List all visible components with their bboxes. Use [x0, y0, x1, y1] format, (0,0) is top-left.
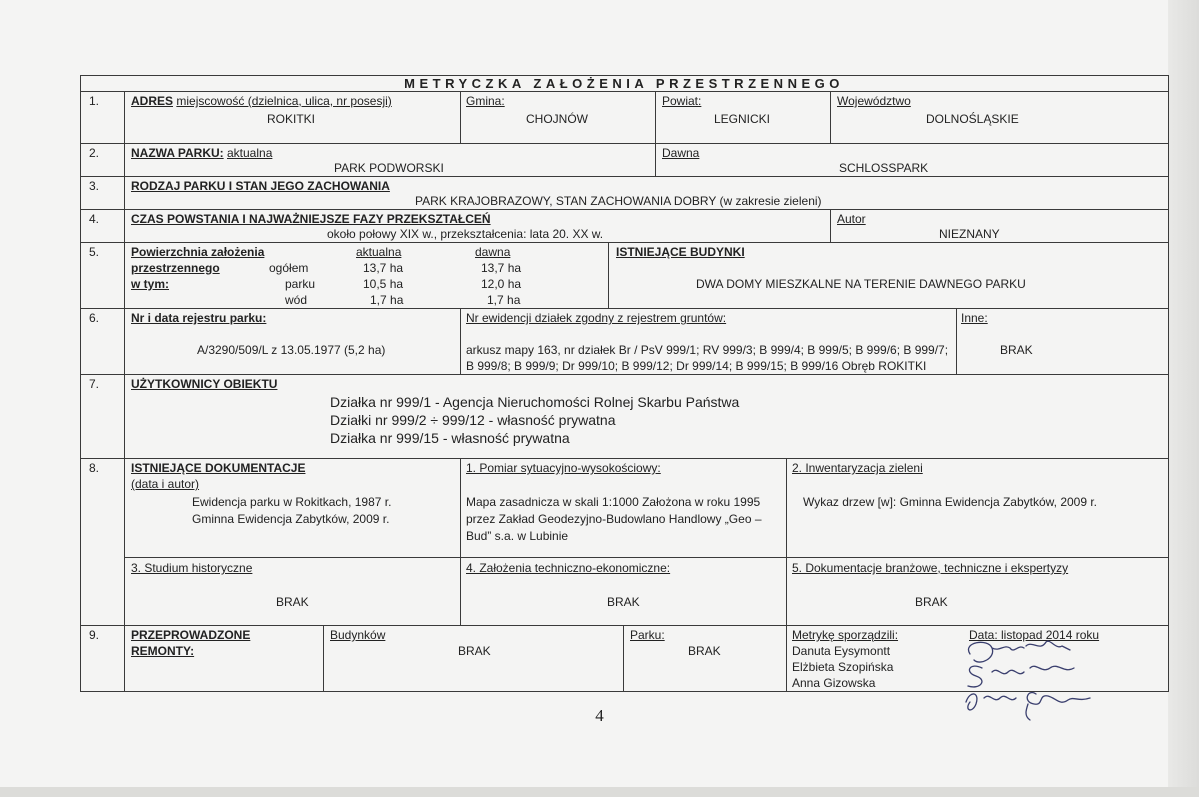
document-title: METRYCZKA ZAŁOŻENIA PRZESTRZENNEGO [404, 76, 844, 91]
pomiar-line: przez Zakład Geodezyjno-Budowlano Handlowy „Geo – [466, 512, 762, 526]
gmina-value: CHOJNÓW [526, 112, 588, 126]
czas-label: CZAS POWSTANIA I NAJWAŻNIEJSZE FAZY PRZEKSZTAŁCEŃ [131, 212, 491, 226]
parku-value: BRAK [688, 644, 721, 658]
budynkow-value: BRAK [458, 644, 491, 658]
row-wod: wód [285, 293, 308, 307]
branzowe-label: 5. Dokumentacje branżowe, techniczne i ekspertyzy [792, 561, 1069, 575]
row-number: 2. [89, 146, 100, 160]
dawna-parku: 12,0 ha [481, 277, 522, 291]
metryka-label: Metrykę sporządzili: [792, 628, 899, 642]
budynkow-label: Budynków [330, 628, 386, 642]
dawna-wod: 1,7 ha [487, 293, 521, 307]
uzytkownik-line: Działki nr 999/2 ÷ 999/12 - własność prywatna [330, 412, 616, 428]
dawna-label: Dawna [662, 146, 700, 160]
aktualna-parku: 10,5 ha [363, 277, 404, 291]
nazwa-value: PARK PODWORSKI [334, 161, 444, 175]
row-number: 3. [89, 179, 100, 193]
wojewodztwo-value: DOLNOŚLĄSKIE [926, 112, 1019, 126]
rodzaj-value: PARK KRAJOBRAZOWY, STAN ZACHOWANIA DOBRY (w zakresie zieleni) [415, 194, 822, 208]
inwentaryzacja-label: 2. Inwentaryzacja zieleni [792, 461, 923, 475]
dokumentacje-label: ISTNIEJĄCE DOKUMENTACJE [131, 461, 306, 475]
dokumentacja-line-1: Ewidencja parku w Rokitkach, 1987 r. [192, 495, 392, 509]
nazwa-sublabel: aktualna [227, 146, 273, 160]
wojewodztwo-label: Województwo [837, 94, 911, 108]
ewidencja-label: Nr ewidencji działek zgodny z rejestrem gruntów: [466, 311, 727, 325]
uzytkownik-line: Działka nr 999/1 - Agencja Nieruchomości Rolnej Skarbu Państwa [330, 394, 740, 410]
nazwa-label: NAZWA PARKU: [131, 146, 224, 160]
row-number: 1. [89, 94, 100, 108]
powiat-label: Powiat: [662, 94, 702, 108]
powiat-value: LEGNICKI [714, 112, 771, 126]
dawna-ogolem: 13,7 ha [481, 261, 522, 275]
rejestr-value: A/3290/509/L z 13.05.1977 (5,2 ha) [197, 343, 386, 357]
author-name: Anna Gizowska [792, 676, 876, 690]
adres-value: ROKITKI [267, 112, 316, 126]
inwentaryzacja-value: Wykaz drzew [w]: Gminna Ewidencja Zabytków, 2009 r. [803, 495, 1098, 509]
parku-label: Parku: [630, 628, 665, 642]
rodzaj-label: RODZAJ PARKU I STAN JEGO ZACHOWANIA [131, 179, 390, 193]
inne-value: BRAK [1000, 343, 1033, 357]
autor-value: NIEZNANY [939, 227, 1000, 241]
row-number: 9. [89, 628, 100, 642]
remonty-label-2: REMONTY: [131, 644, 195, 658]
aktualna-wod: 1,7 ha [370, 293, 404, 307]
uzytkownicy-label: UŻYTKOWNICY OBIEKTU [131, 377, 278, 391]
row-number: 7. [89, 377, 100, 391]
dokumentacje-sublabel: (data i autor) [131, 477, 200, 491]
page-number: 4 [595, 706, 604, 725]
row-number: 6. [89, 311, 100, 325]
powierzchnia-label-2: przestrzennego [131, 261, 220, 275]
czas-value: około połowy XIX w., przekształcenia: lata 20. XX w. [327, 227, 604, 241]
data-label: Data: listopad 2014 roku [969, 628, 1100, 642]
row-parku: parku [285, 277, 316, 291]
powierzchnia-label: Powierzchnia założenia [131, 245, 265, 259]
pomiar-line: Bud” s.a. w Lubinie [466, 529, 569, 543]
nazwa-heading [131, 146, 272, 160]
rejestr-label: Nr i data rejestru parku: [131, 311, 267, 325]
row-ogolem: ogółem [269, 261, 309, 275]
pomiar-label: 1. Pomiar sytuacyjno-wysokościowy: [466, 461, 661, 475]
dawna-value: SCHLOSSPARK [839, 161, 929, 175]
inne-label: Inne: [961, 311, 988, 325]
autor-label: Autor [837, 212, 866, 226]
row-number: 4. [89, 212, 100, 226]
author-name: Danuta Eysymontt [792, 644, 891, 658]
dokumentacja-line-2: Gminna Ewidencja Zabytków, 2009 r. [192, 512, 390, 526]
aktualna-ogolem: 13,7 ha [363, 261, 404, 275]
zalozenia-label: 4. Założenia techniczno-ekonomiczne: [466, 561, 671, 575]
col-aktualna: aktualna [356, 245, 402, 259]
col-dawna: dawna [475, 245, 511, 259]
ewidencja-line-2: B 999/8; B 999/9; Dr 999/10; B 999/12; Dr 999/14; B 999/15; B 999/16 Obręb ROKITKI [466, 359, 927, 373]
author-name: Elżbieta Szopińska [792, 660, 894, 674]
ewidencja-line-1: arkusz mapy 163, nr działek Br / PsV 999/1; RV 999/3; B 999/4; B 999/5; B 999/6; B 999/7; [466, 343, 949, 357]
row-number: 5. [89, 245, 100, 259]
branzowe-value: BRAK [915, 595, 948, 609]
zalozenia-value: BRAK [607, 595, 640, 609]
row-number: 8. [89, 461, 100, 475]
powierzchnia-label-3: w tym: [131, 277, 170, 291]
adres-label: ADRES [131, 94, 174, 108]
pomiar-line: Mapa zasadnicza w skali 1:1000 Założona w roku 1995 [466, 495, 761, 509]
budynki-value: DWA DOMY MIESZKALNE NA TERENIE DAWNEGO PARKU [696, 277, 1026, 291]
gmina-label: Gmina: [466, 94, 505, 108]
budynki-label: ISTNIEJĄCE BUDYNKI [616, 245, 745, 259]
studium-label: 3. Studium historyczne [131, 561, 253, 575]
studium-value: BRAK [276, 595, 309, 609]
uzytkownik-line: Działka nr 999/15 - własność prywatna [330, 430, 570, 446]
adres-sublabel: miejscowość (dzielnica, ulica, nr posesji) [176, 94, 392, 108]
adres-heading [131, 94, 392, 108]
remonty-label: PRZEPROWADZONE [131, 628, 251, 642]
